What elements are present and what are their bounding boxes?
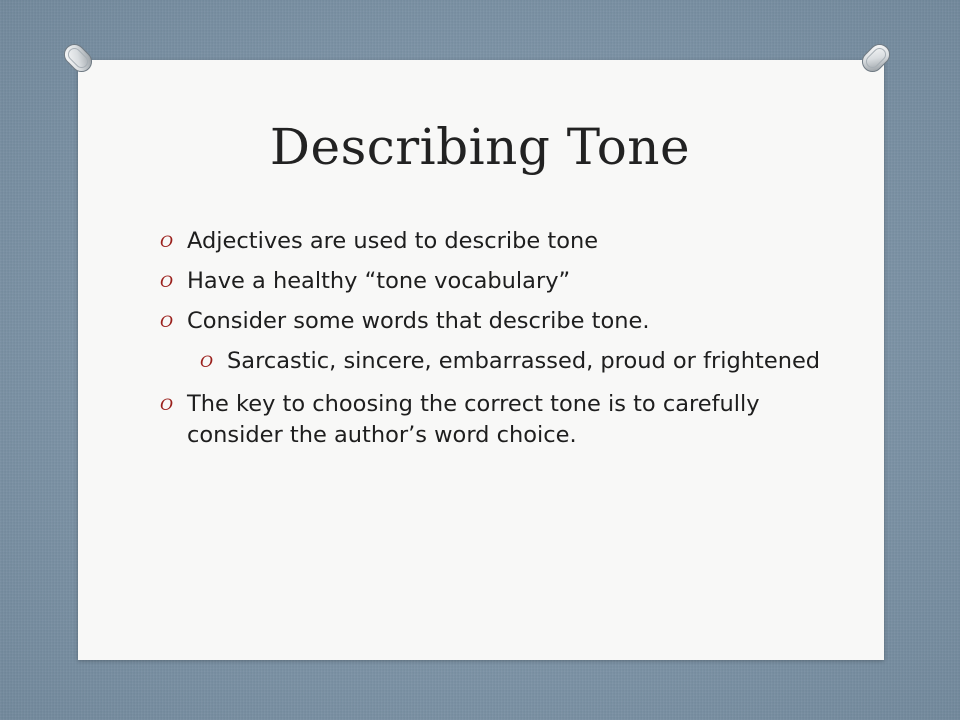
bullet-item xyxy=(160,266,840,297)
bullet-marker-icon: O xyxy=(160,312,174,331)
bullet-text: Consider some words that describe tone. xyxy=(187,308,650,334)
bullet-marker-icon: O xyxy=(160,232,174,251)
pushpin-icon xyxy=(858,40,894,76)
bullet-marker-icon: O xyxy=(160,395,174,414)
sub-bullet-item xyxy=(160,346,840,377)
bullet-marker-icon: O xyxy=(200,352,214,371)
bullet-text: Adjectives are used to describe tone xyxy=(187,228,599,254)
bullet-item xyxy=(160,306,840,337)
bullet-text: Have a healthy “tone vocabulary” xyxy=(187,268,571,294)
pushpin-icon xyxy=(60,40,96,76)
bullet-text: The key to choosing the correct tone is to carefully consider the author’s word choice. xyxy=(187,391,760,448)
bullet-list xyxy=(160,226,840,460)
bullet-item xyxy=(160,226,840,257)
slide-title: Describing Tone xyxy=(269,118,691,176)
bullet-marker-icon: O xyxy=(160,272,174,291)
bullet-item xyxy=(160,389,840,451)
bullet-text: Sarcastic, sincere, embarrassed, proud or frightened xyxy=(227,348,821,374)
